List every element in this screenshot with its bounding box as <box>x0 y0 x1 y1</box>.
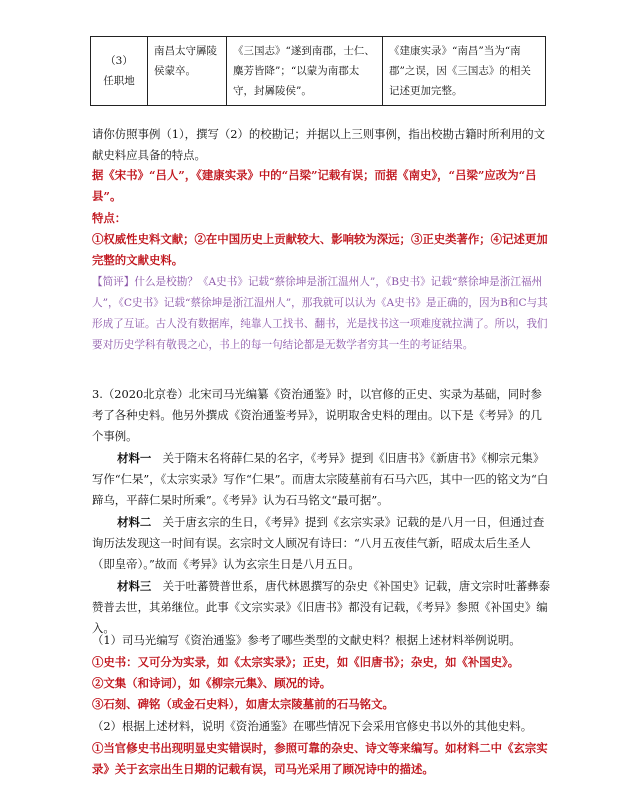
feature-label: 特点： <box>92 211 127 225</box>
question-3-intro <box>92 384 550 447</box>
answer-text: 据《宋书》“吕人”，《建康实录》中的“吕梁”记载有误；而据《南史》，“吕梁”应改为“吕县”。 <box>92 168 537 203</box>
case-role: 任职地 <box>103 75 135 87</box>
material-1 <box>92 448 550 511</box>
table-cell-note: 《建康实录》“南昌”当为“南郡”之误，因《三国志》的相关记述更加完整。 <box>383 37 546 106</box>
comment-block <box>92 272 550 356</box>
table-cell-case: 南昌太守羼陵侯蒙卒。 <box>148 37 227 106</box>
sub-answer-text: ①当官修史书出现明显史实错误时，参照可靠的杂史、诗文等来编写。如材料二中《玄宗实录》关于玄宗出生日期的记载有误，司马光采用了顾况诗中的描述。 <box>92 741 548 776</box>
question-1 <box>92 124 550 166</box>
material-text: 关于唐玄宗的生日，《考异》提到《玄宗实录》记载的是八月一日，但通过查询历法发现这一时间有误。玄宗时文人顾况有诗曰：“八月五夜佳气新，昭成太后生圣人（即皇帝）。”故而《考异》认为玄宗生日是八月五日。 <box>92 515 545 571</box>
sub-question-1: （1）司马光编写《资治通鉴》参考了哪些类型的文献史料？根据上述材料举例说明。 <box>92 633 521 647</box>
sub-answer-2 <box>92 738 550 780</box>
table-row <box>91 37 546 106</box>
sub-answer-line: ②文集（和诗词），如《柳宗元集》、顾况的诗。 <box>92 676 332 690</box>
feature-list <box>92 229 550 271</box>
sub-answer-1 <box>92 652 550 715</box>
comment-text: 【简评】什么是校勘？《A史书》记载“蔡徐坤是浙江温州人”，《B史书》记载“蔡徐坤是浙江福州人”，《C史书》记载“蔡徐坤是浙江温州人”，那我就可以认为《A史书》是正确的，因为B和C与其形成了互证。古人没有数据库，纯靠人工找书、翻书，光是找书这一项难度就拉满了。所以，我们要对历史学科有敬畏之心，书上的每一句结论都是无数学者穷其一生的考证结果。 <box>92 276 548 351</box>
material-text: 关于吐蕃赞普世系，唐代林恩撰写的杂史《补国史》记载，唐文宗时吐蕃彝泰赞普去世，其弟继位。此事《文宗实录》《旧唐书》都没有记载，《考异》参照《补国史》编入。 <box>92 579 550 635</box>
answer-1 <box>92 165 550 207</box>
material-label: 材料二 <box>117 515 152 529</box>
comparison-table <box>90 36 546 106</box>
material-label: 材料一 <box>117 451 152 465</box>
table-cell-sanguo: 《三国志》“遂到南郡，士仁、麋芳皆降”；“以蒙为南郡太守，封羼陵侯”。 <box>227 37 383 106</box>
material-label: 材料三 <box>117 579 152 593</box>
case-number: （3） <box>105 55 133 67</box>
material-text: 关于隋末名将薛仁杲的名字，《考异》提到《旧唐书》《新唐书》《柳宗元集》写作“仁杲”，《太宗实录》写作“仁果”。而唐太宗陵墓前有石马六匹，其中一匹的铭文为“白蹄乌，平薛仁杲时所乘”。《考异》认为石马铭文“最可据”。 <box>92 451 549 507</box>
table-cell-index <box>91 37 148 106</box>
sub-answer-line: ①史书：又可分为实录，如《太宗实录》；正史，如《旧唐书》；杂史，如《补国史》。 <box>92 655 520 669</box>
feature-text: ①权威性史料文献；②在中国历史上贡献较大、影响较为深远；③正史类著作；④记述更加完整的文献史料。 <box>92 232 548 267</box>
sub-answer-line: ③石刻、碑铭（或金石史料），如唐太宗陵墓前的石马铭文。 <box>92 697 394 711</box>
material-2 <box>92 512 550 575</box>
sub-question-2: （2）根据上述材料，说明《资治通鉴》在哪些情况下会采用官修史书以外的其他史料。 <box>92 719 533 733</box>
question-text: 请你仿照事例（1），撰写（2）的校勘记；并据以上三则事例，指出校勘古籍时所利用的文献史料应具备的特点。 <box>92 127 546 162</box>
question-3-text: 3.（2020北京卷）北宋司马光编纂《资治通鉴》时，以官修的正史、实录为基础，同时参考了各种史料。他另外撰成《资治通鉴考异》，说明取舍史料的理由。以下是《考异》的几个事例。 <box>92 387 542 443</box>
